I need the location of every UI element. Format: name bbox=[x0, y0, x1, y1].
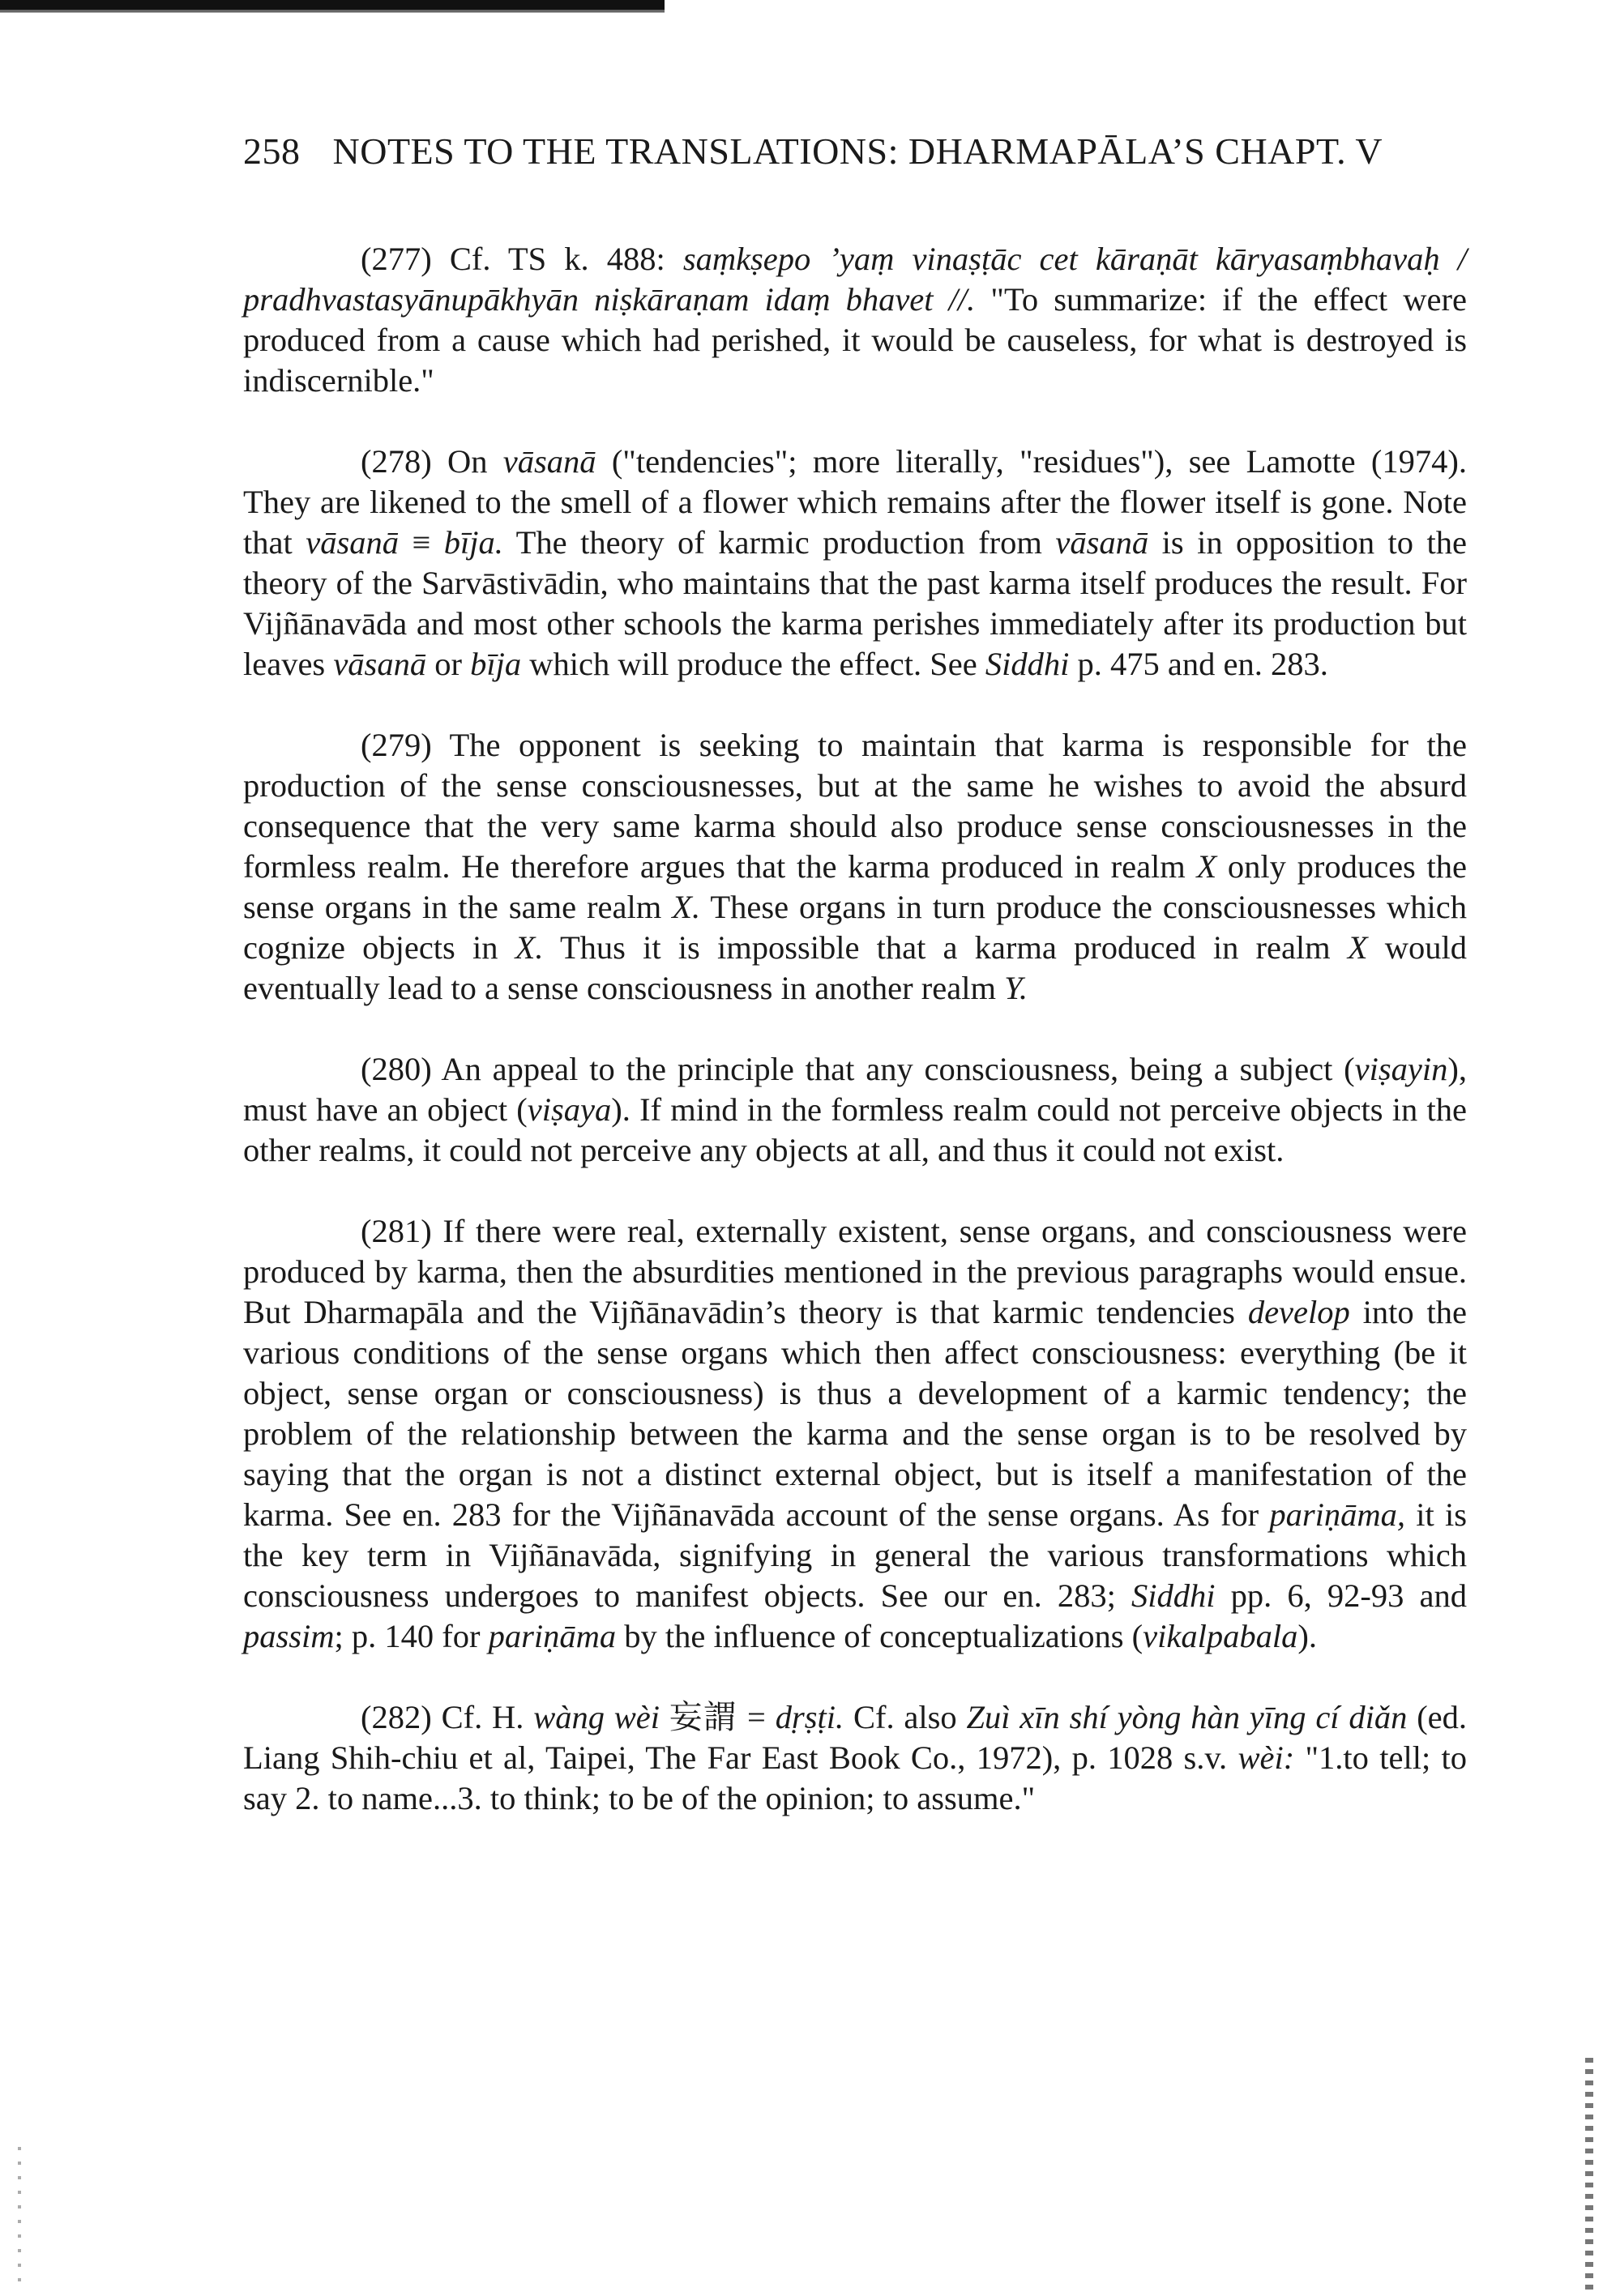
endnote-text: is in opposition to the theory of the Sarvāstivādin, who maintains that the past karma itself produces the result. For Vijñānavāda and most other schools the karma perishes immediately after its production but leaves bbox=[243, 524, 1468, 682]
endnote-text: by the influence of conceptualizations ( bbox=[616, 1618, 1143, 1654]
endnote bbox=[243, 725, 1467, 1009]
endnote-italic-term: X. bbox=[515, 929, 544, 966]
endnote-text: ). bbox=[1297, 1618, 1317, 1654]
endnote-text: ; p. 140 for bbox=[334, 1618, 489, 1654]
endnote-italic-term: vāsanā bbox=[502, 443, 596, 480]
endnote-text: (ed. Liang Shih-chiu et al, Taipei, The Far East Book Co., 1972), p. 1028 s.v. bbox=[243, 1699, 1468, 1776]
endnote-number: (277) bbox=[361, 241, 432, 277]
endnote-italic-term: wèi: bbox=[1238, 1739, 1295, 1776]
page-number: 258 bbox=[243, 130, 301, 172]
endnote-text: would eventually lead to a sense consciousness in another realm bbox=[243, 929, 1468, 1006]
endnote-italic-term: wàng wèi bbox=[533, 1699, 660, 1735]
endnote bbox=[243, 239, 1467, 401]
scan-edge-mark bbox=[0, 0, 665, 18]
endnote-text: Cf. H. bbox=[441, 1699, 534, 1735]
endnote bbox=[243, 1049, 1467, 1171]
endnote-text: p. 475 and en. 283. bbox=[1069, 646, 1328, 682]
endnote-italic-term: vāsanā bbox=[306, 524, 399, 561]
endnote-italic-term: vāsanā bbox=[1055, 524, 1149, 561]
endnote-text: Cf. also bbox=[844, 1699, 967, 1735]
endnote-italic-term: Y. bbox=[1004, 970, 1028, 1006]
endnote-italic-term: X bbox=[1347, 929, 1368, 966]
endnote-text: 妄謂 = bbox=[660, 1699, 776, 1735]
endnote-number: (278) bbox=[361, 443, 432, 480]
endnote-text: These organs in turn produce the consciousnesses which cognize objects in bbox=[243, 889, 1467, 966]
endnote-italic-term: viṣaya bbox=[527, 1091, 612, 1128]
endnote-text: or bbox=[426, 646, 471, 682]
endnote-text: Thus it is impossible that a karma produced in realm bbox=[543, 929, 1348, 966]
endnote-number: (279) bbox=[361, 727, 432, 763]
endnote-italic-term: develop bbox=[1247, 1294, 1350, 1330]
scan-edge-specks bbox=[1585, 2058, 1593, 2293]
endnote-italic-term: bīja bbox=[470, 646, 522, 682]
endnote-text: On bbox=[447, 443, 503, 480]
endnote-number: (280) bbox=[361, 1051, 432, 1087]
endnote-italic-term: Zuì xīn shí yòng hàn yīng cí diǎn bbox=[966, 1699, 1408, 1735]
endnote-italic-term: pariṇāma bbox=[488, 1618, 617, 1654]
endnote-text: The opponent is seeking to maintain that karma is responsible for the production of the sense consciousnesses, but at the same he wishes to avoid the absurd consequence that the very same karma should also produce sense consciousnesses in the formless realm. He therefore argues that the karma produced in realm bbox=[243, 727, 1467, 885]
endnote-text: ("tendencies"; more literally, "residues"), see Lamotte (1974). They are likened to the smell of a flower which remains after the flower itself is gone. Note that bbox=[243, 443, 1468, 561]
endnote bbox=[243, 1211, 1467, 1657]
running-title: NOTES TO THE TRANSLATIONS: DHARMAPĀLA’S CHAPT. V bbox=[332, 130, 1383, 172]
endnote-italic-term: bīja. bbox=[443, 524, 503, 561]
endnote-text: "1.to tell; to say 2. to name...3. to think; to be of the opinion; to assume." bbox=[243, 1739, 1467, 1816]
endnote-italic-term: dṛṣṭi. bbox=[775, 1699, 844, 1735]
endnote-number: (281) bbox=[361, 1213, 432, 1249]
endnote-italic-term: passim bbox=[243, 1618, 335, 1654]
endnote-italic-term: Siddhi bbox=[1131, 1577, 1216, 1614]
endnote-text: pp. 6, 92-93 and bbox=[1215, 1577, 1468, 1614]
running-header bbox=[243, 130, 1459, 173]
endnote-italic-term: vāsanā bbox=[333, 646, 427, 682]
endnote-italic-term: X bbox=[1196, 848, 1217, 885]
endnote-text: which will produce the effect. See bbox=[521, 646, 985, 682]
scan-left-specks bbox=[18, 2147, 21, 2285]
endnote-italic-term: Siddhi bbox=[985, 646, 1070, 682]
endnote-number: (282) bbox=[361, 1699, 432, 1735]
endnote-italic-term: X. bbox=[672, 889, 701, 925]
endnote-text: If there were real, externally existent, sense organs, and consciousness were produced by karma, then the absurdities mentioned in the previous paragraphs would ensue. But Dharmapāla and the Vijñānavādin’s theory is that karmic tendencies bbox=[243, 1213, 1467, 1330]
endnote bbox=[243, 442, 1467, 685]
endnote-italic-term: pariṇāma, bbox=[1269, 1496, 1406, 1533]
endnote-text: An appeal to the principle that any consciousness, being a subject ( bbox=[441, 1051, 1355, 1087]
notes-body bbox=[243, 239, 1467, 1859]
endnote-italic-term: viṣayin bbox=[1354, 1051, 1448, 1087]
endnote-text: Cf. TS k. 488: bbox=[449, 241, 683, 277]
endnote-text: ). If mind in the formless realm could not perceive objects in the other realms, it could not perceive any objects at all, and thus it could not exist. bbox=[243, 1091, 1467, 1168]
endnote-text: "To summarize: if the effect were produced from a cause which had perished, it would be causeless, for what is destroyed is indiscernible." bbox=[243, 281, 1467, 399]
endnote-italic-term: saṃkṣepo ’yaṃ vinaṣṭāc cet kāraṇāt kāryasaṃbhavaḥ / pradhvastasyānupākhyān niṣkāraṇam idaṃ bhavet //. bbox=[243, 241, 1467, 318]
endnote bbox=[243, 1697, 1467, 1819]
endnote-text: The theory of karmic production from bbox=[502, 524, 1056, 561]
endnote-text: ), must have an object ( bbox=[243, 1051, 1467, 1128]
endnote-text: into the various conditions of the sense organs which then affect consciousness: everything (be it object, sense organ or consciousness) is thus a development of a karmic tendency; the problem of the relationship between the karma and the sense organ is to be resolved by saying that the organ is not a distinct external object, but is itself a manifestation of the karma. See en. 283 for the Vijñānavāda account of the sense organs. As for bbox=[243, 1294, 1468, 1533]
endnote-text: ≡ bbox=[398, 524, 444, 561]
endnote-text: only produces the sense organs in the same realm bbox=[243, 848, 1467, 925]
endnote-text: it is the key term in Vijñānavāda, signifying in general the various transformations which consciousness undergoes to manifest objects. See our en. 283; bbox=[243, 1496, 1467, 1614]
endnote-italic-term: vikalpabala bbox=[1143, 1618, 1298, 1654]
